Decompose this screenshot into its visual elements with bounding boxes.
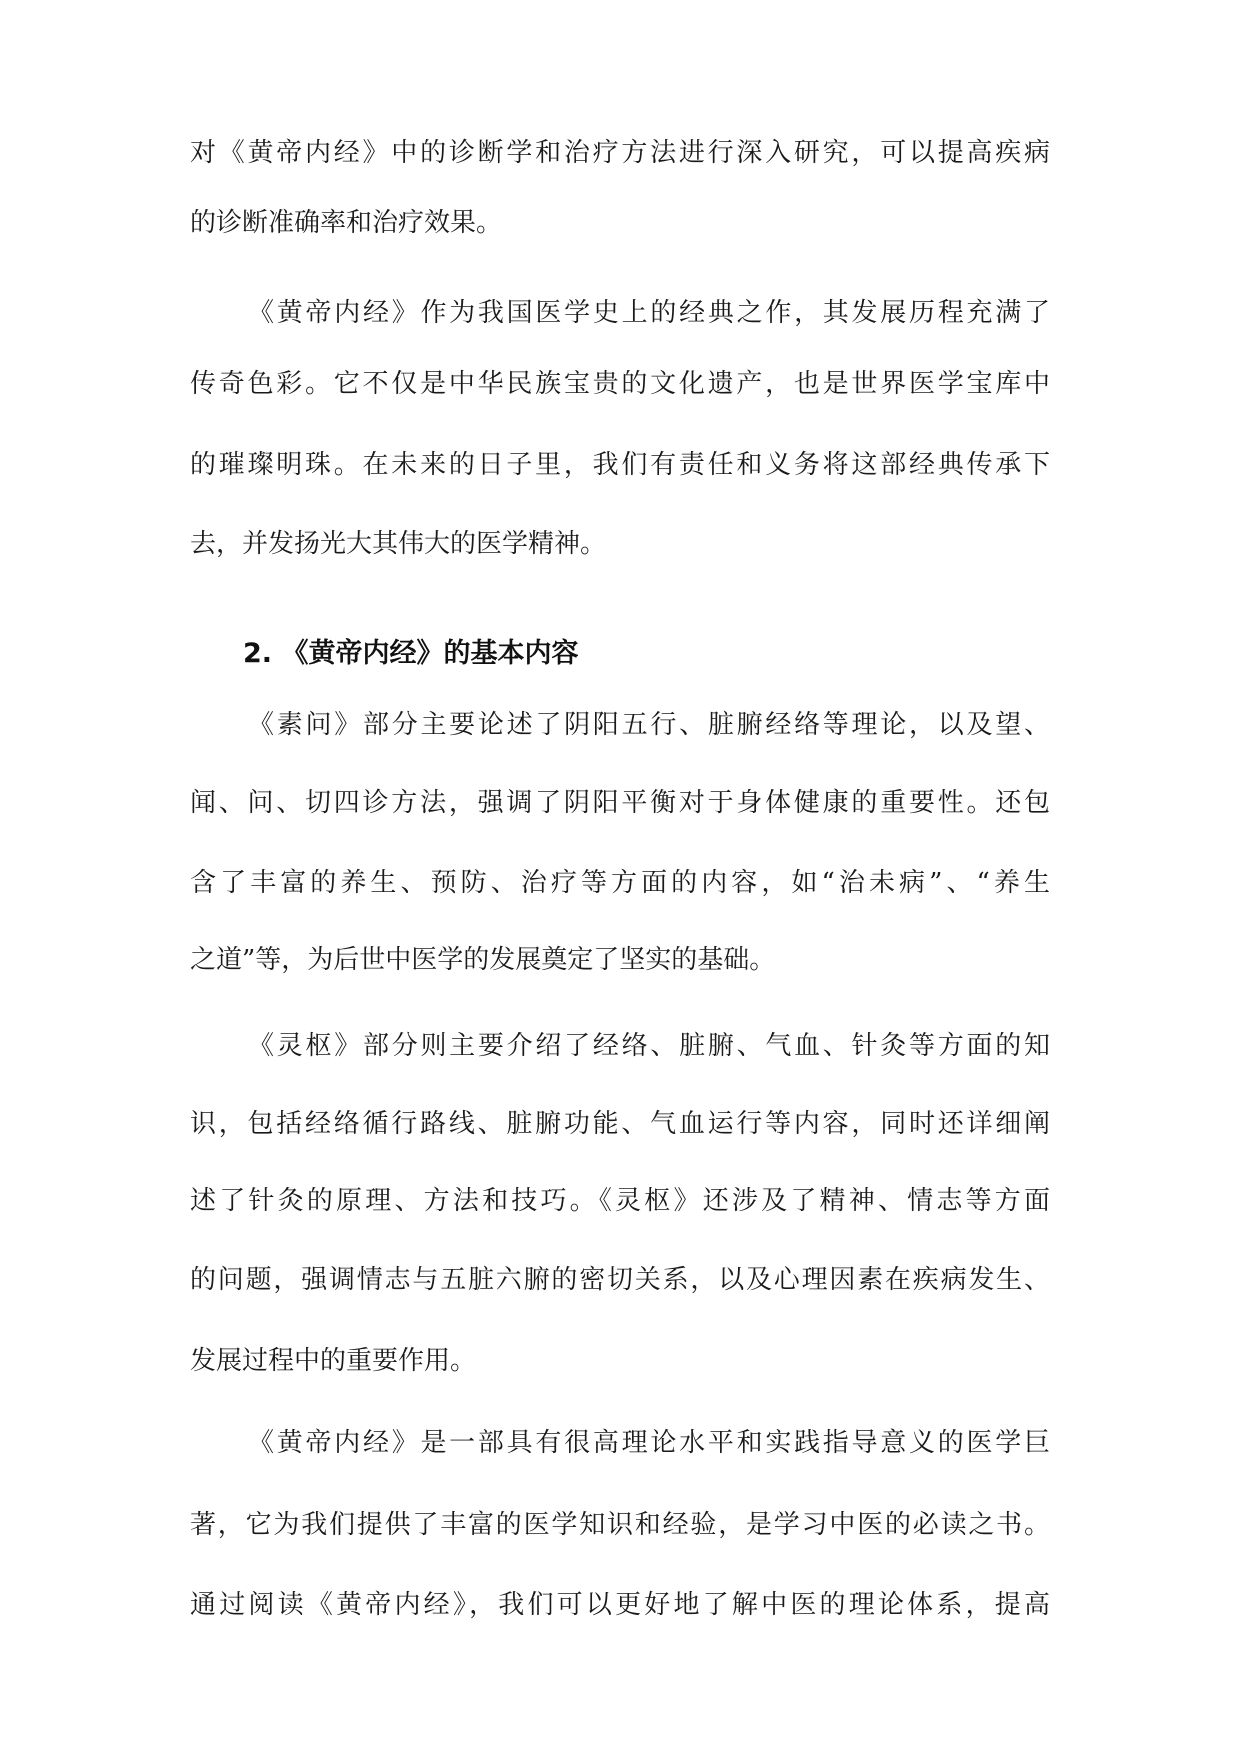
paragraph-line: 《灵枢》部分则主要介绍了经络、脏腑、气血、针灸等方面的知 (248, 1031, 1050, 1061)
paragraph-line: 去，并发扬光大其伟大的医学精神。 (190, 529, 607, 559)
paragraph-line: 传奇色彩。它不仅是中华民族宝贵的文化遗产，也是世界医学宝库中 (190, 369, 1050, 399)
paragraph-line: 的璀璨明珠。在未来的日子里，我们有责任和义务将这部经典传承下 (190, 450, 1050, 480)
section-heading: 2. 《黄帝内经》的基本内容 (243, 638, 579, 669)
paragraph-line: 识，包括经络循行路线、脏腑功能、气血运行等内容，同时还详细阐 (190, 1109, 1050, 1139)
paragraph-line: 通过阅读《黄帝内经》，我们可以更好地了解中医的理论体系，提高 (190, 1590, 1050, 1620)
paragraph-line: 闻、问、切四诊方法，强调了阴阳平衡对于身体健康的重要性。还包 (190, 788, 1050, 818)
paragraph-line: 述了针灸的原理、方法和技巧。《灵枢》还涉及了精神、情志等方面 (190, 1186, 1050, 1216)
paragraph-line: 的诊断准确率和治疗效果。 (190, 208, 503, 238)
paragraph-line: 之道”等，为后世中医学的发展奠定了坚实的基础。 (190, 945, 776, 975)
paragraph-line: 对《黄帝内经》中的诊断学和治疗方法进行深入研究，可以提高疾病 (190, 138, 1050, 168)
paragraph-line: 发展过程中的重要作用。 (190, 1346, 477, 1376)
paragraph-line: 含了丰富的养生、预防、治疗等方面的内容，如“治未病”、“养生 (190, 868, 1050, 898)
paragraph-line: 的问题，强调情志与五脏六腑的密切关系，以及心理因素在疾病发生、 (190, 1265, 1050, 1295)
paragraph-line: 《素问》部分主要论述了阴阳五行、脏腑经络等理论，以及望、 (248, 710, 1050, 740)
paragraph-line: 著，它为我们提供了丰富的医学知识和经验，是学习中医的必读之书。 (190, 1510, 1050, 1540)
paragraph-line: 《黄帝内经》是一部具有很高理论水平和实践指导意义的医学巨 (248, 1428, 1050, 1458)
paragraph-line: 《黄帝内经》作为我国医学史上的经典之作，其发展历程充满了 (248, 298, 1050, 328)
